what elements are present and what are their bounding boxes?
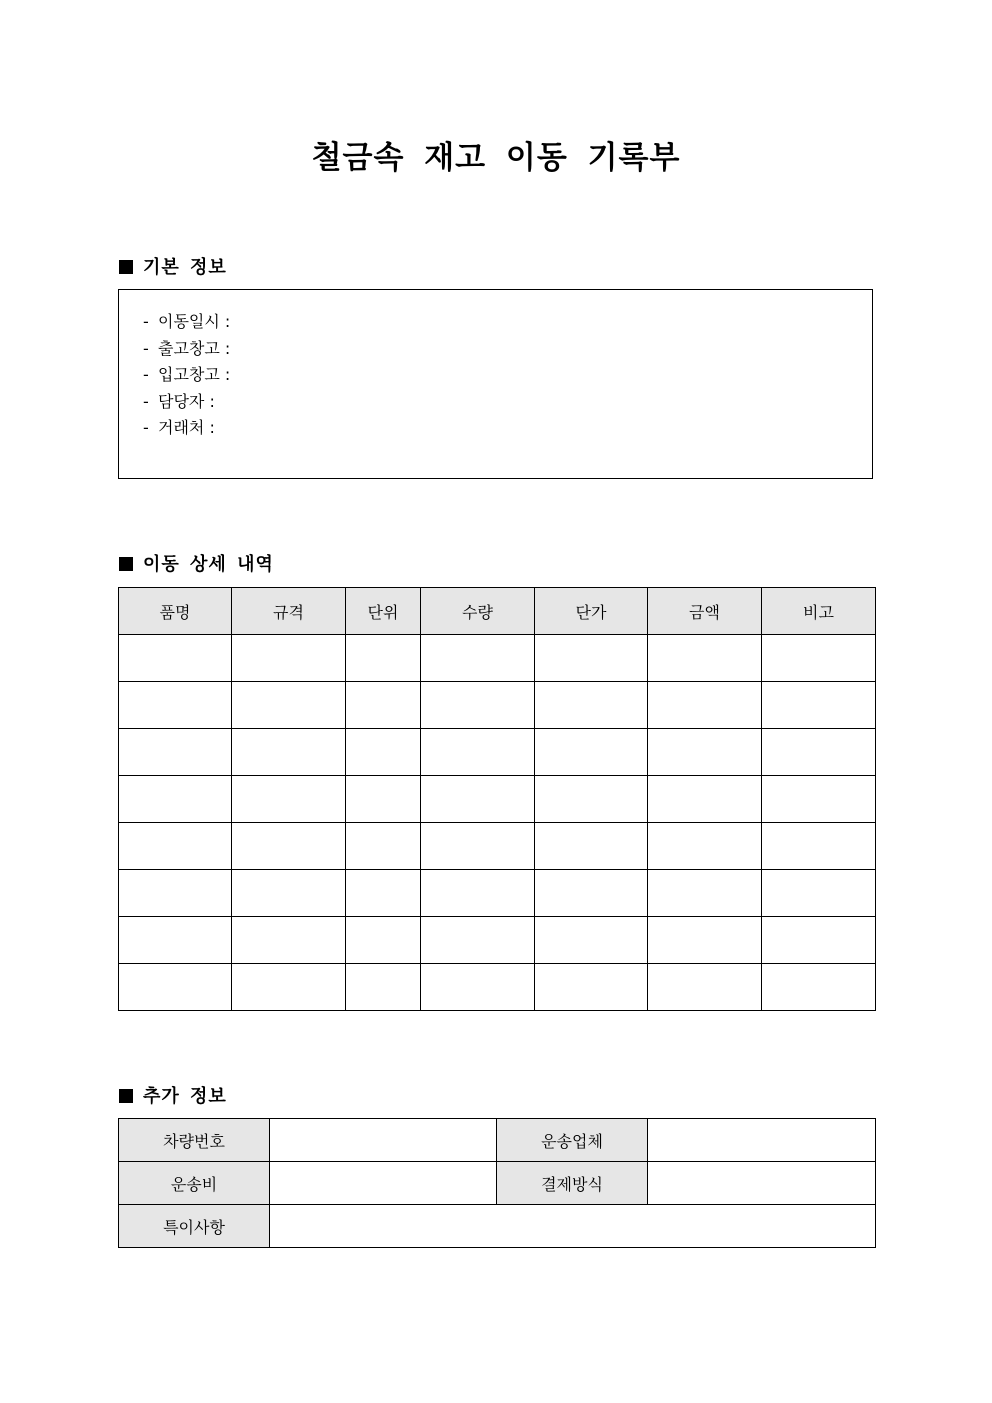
info-line-inbound-warehouse[interactable]: - 입고창고 : [143, 365, 231, 384]
cell-item-name[interactable] [119, 682, 232, 729]
cell-quantity[interactable] [421, 917, 535, 964]
cell-item-name[interactable] [119, 964, 232, 1011]
cell-quantity[interactable] [421, 823, 535, 870]
square-bullet-icon [119, 557, 133, 571]
info-label: 이동일시 : [158, 312, 231, 331]
square-bullet-icon [119, 260, 133, 274]
cell-remarks[interactable] [762, 823, 876, 870]
cell-unit[interactable] [346, 917, 421, 964]
cell-remarks[interactable] [762, 776, 876, 823]
cell-item-name[interactable] [119, 776, 232, 823]
cell-quantity[interactable] [421, 776, 535, 823]
cell-quantity[interactable] [421, 682, 535, 729]
vehicle-number-label: 차량번호 [119, 1119, 270, 1162]
cell-amount[interactable] [648, 964, 762, 1011]
cell-quantity[interactable] [421, 729, 535, 776]
cell-spec[interactable] [232, 729, 346, 776]
basic-info-heading-text: 기본 정보 [143, 257, 227, 278]
carrier-label: 운송업체 [497, 1119, 648, 1162]
cell-quantity[interactable] [421, 964, 535, 1011]
cell-unit-price[interactable] [535, 870, 648, 917]
cell-unit-price[interactable] [535, 729, 648, 776]
shipping-cost-label: 운송비 [119, 1162, 270, 1205]
cell-amount[interactable] [648, 870, 762, 917]
cell-amount[interactable] [648, 823, 762, 870]
cell-amount[interactable] [648, 776, 762, 823]
table-row [119, 1119, 876, 1162]
info-line-move-datetime[interactable]: - 이동일시 : [143, 312, 231, 331]
cell-unit[interactable] [346, 870, 421, 917]
vehicle-number-field[interactable] [270, 1119, 497, 1162]
info-label: 거래처 : [158, 418, 215, 437]
info-line-client[interactable]: - 거래처 : [143, 418, 215, 437]
info-line-outbound-warehouse[interactable]: - 출고창고 : [143, 338, 231, 358]
table-row [119, 635, 876, 682]
remarks-field[interactable] [270, 1205, 876, 1248]
cell-unit[interactable] [346, 776, 421, 823]
column-header-unit-price: 단가 [535, 588, 648, 635]
cell-unit[interactable] [346, 635, 421, 682]
table-row [119, 917, 876, 964]
column-header-spec: 규격 [232, 588, 346, 635]
cell-unit-price[interactable] [535, 823, 648, 870]
cell-unit-price[interactable] [535, 917, 648, 964]
cell-spec[interactable] [232, 635, 346, 682]
column-header-quantity: 수량 [421, 588, 535, 635]
info-label: 입고창고 : [158, 365, 231, 384]
table-row [119, 1162, 876, 1205]
column-header-unit: 단위 [346, 588, 421, 635]
cell-remarks[interactable] [762, 964, 876, 1011]
cell-quantity[interactable] [421, 635, 535, 682]
column-header-remarks: 비고 [762, 588, 876, 635]
table-row [119, 682, 876, 729]
table-row [119, 729, 876, 776]
extra-info-table [118, 1118, 876, 1248]
cell-amount[interactable] [648, 729, 762, 776]
table-row [119, 870, 876, 917]
cell-amount[interactable] [648, 917, 762, 964]
cell-unit-price[interactable] [535, 682, 648, 729]
document-title: 철금속 재고 이동 기록부 [311, 140, 681, 176]
info-line-manager[interactable]: - 담당자 : [143, 391, 215, 411]
cell-unit[interactable] [346, 964, 421, 1011]
table-row [119, 1205, 876, 1248]
info-label: 담당자 : [158, 391, 215, 411]
extra-info-heading-text: 추가 정보 [143, 1086, 227, 1107]
cell-item-name[interactable] [119, 729, 232, 776]
basic-info-heading [119, 253, 227, 279]
cell-spec[interactable] [232, 917, 346, 964]
table-row [119, 964, 876, 1011]
detail-table-header-row [119, 588, 876, 635]
cell-spec[interactable] [232, 823, 346, 870]
cell-spec[interactable] [232, 776, 346, 823]
cell-quantity[interactable] [421, 870, 535, 917]
cell-item-name[interactable] [119, 917, 232, 964]
cell-unit-price[interactable] [535, 776, 648, 823]
cell-item-name[interactable] [119, 635, 232, 682]
cell-spec[interactable] [232, 682, 346, 729]
details-heading [119, 550, 274, 576]
info-label: 출고창고 : [158, 338, 231, 358]
column-header-amount: 금액 [648, 588, 762, 635]
cell-amount[interactable] [648, 682, 762, 729]
payment-method-label: 결제방식 [497, 1162, 648, 1205]
cell-spec[interactable] [232, 964, 346, 1011]
payment-method-field[interactable] [648, 1162, 876, 1205]
square-bullet-icon [119, 1089, 133, 1103]
cell-item-name[interactable] [119, 870, 232, 917]
cell-spec[interactable] [232, 870, 346, 917]
basic-info-box [118, 289, 873, 479]
shipping-cost-field[interactable] [270, 1162, 497, 1205]
cell-amount[interactable] [648, 635, 762, 682]
carrier-field[interactable] [648, 1119, 876, 1162]
cell-remarks[interactable] [762, 870, 876, 917]
cell-unit[interactable] [346, 823, 421, 870]
extra-info-heading [119, 1082, 227, 1108]
cell-remarks[interactable] [762, 682, 876, 729]
cell-remarks[interactable] [762, 635, 876, 682]
cell-unit-price[interactable] [535, 964, 648, 1011]
cell-unit-price[interactable] [535, 635, 648, 682]
cell-unit[interactable] [346, 682, 421, 729]
details-heading-text: 이동 상세 내역 [143, 554, 274, 575]
cell-remarks[interactable] [762, 917, 876, 964]
cell-item-name[interactable] [119, 823, 232, 870]
table-row [119, 823, 876, 870]
cell-remarks[interactable] [762, 729, 876, 776]
detail-table [118, 587, 876, 1011]
column-header-item-name: 품명 [119, 588, 232, 635]
remarks-label: 특이사항 [119, 1205, 270, 1248]
table-row [119, 776, 876, 823]
cell-unit[interactable] [346, 729, 421, 776]
